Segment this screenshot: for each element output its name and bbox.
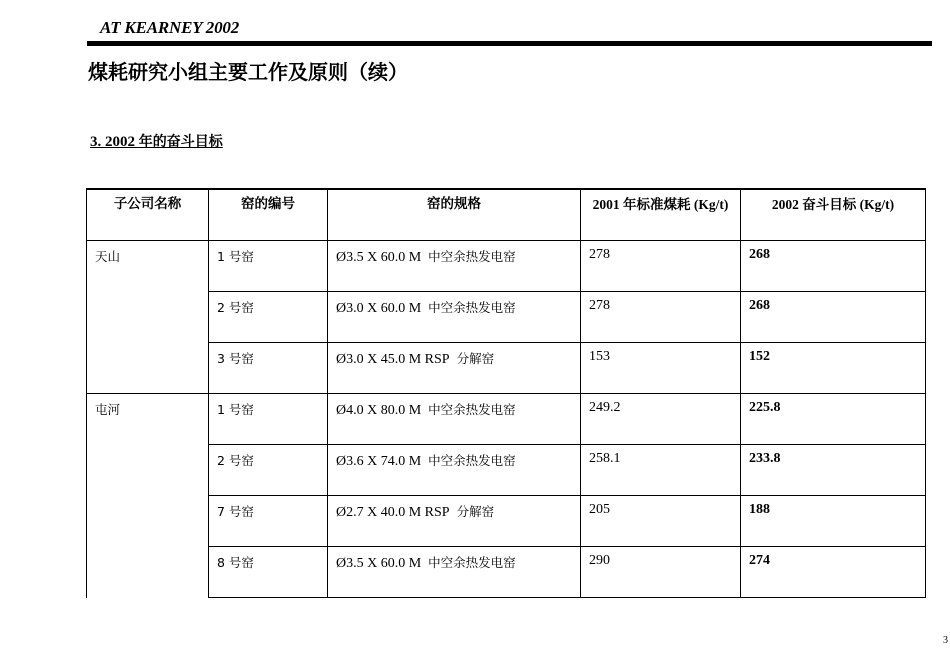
- kiln-spec-type: 中空余热发电窑: [428, 555, 516, 570]
- kiln-number-cell: 2 号窑: [209, 445, 328, 496]
- column-header-spec: 窑的规格: [328, 189, 581, 241]
- table-row: [87, 547, 926, 598]
- kiln-spec-type: 中空余热发电窑: [428, 453, 516, 468]
- kiln-number-cell: 2 号窑: [209, 292, 328, 343]
- kiln-spec-size: Ø3.0 X 45.0 M RSP: [336, 352, 450, 367]
- kiln-spec-cell: [328, 496, 581, 547]
- kiln-spec-cell: [328, 343, 581, 394]
- column-header-company: 子公司名称: [87, 189, 209, 241]
- kiln-spec-size: Ø3.6 X 74.0 M: [336, 454, 422, 469]
- target-2002-cell: 233.8: [741, 445, 926, 496]
- coal-2001-cell: 278: [581, 292, 741, 343]
- kiln-target-table: [86, 188, 926, 598]
- kiln-spec-size: Ø3.5 X 60.0 M: [336, 556, 422, 571]
- kiln-number-cell: 8 号窑: [209, 547, 328, 598]
- table-row: [87, 496, 926, 547]
- kiln-number-cell: 1 号窑: [209, 241, 328, 292]
- table-body: [87, 241, 926, 598]
- column-header-coal-2001: 2001 年标准煤耗 (Kg/t): [581, 189, 741, 241]
- section-heading-text: 年的奋斗目标: [138, 134, 223, 150]
- kiln-spec-cell: [328, 292, 581, 343]
- target-2002-cell: 152: [741, 343, 926, 394]
- column-header-kiln: 窑的编号: [209, 189, 328, 241]
- target-2002-cell: 268: [741, 292, 926, 343]
- section-number: 3. 2002: [90, 134, 135, 150]
- kiln-spec-type: 中空余热发电窑: [428, 249, 516, 264]
- section-heading: [90, 131, 223, 151]
- kiln-spec-cell: [328, 394, 581, 445]
- brand-logo: AT KEARNEY 2002: [100, 18, 240, 37]
- table-row: [87, 292, 926, 343]
- target-2002-cell: 188: [741, 496, 926, 547]
- coal-2001-cell: 290: [581, 547, 741, 598]
- kiln-spec-size: Ø3.5 X 60.0 M: [336, 250, 422, 265]
- coal-2001-cell: 278: [581, 241, 741, 292]
- kiln-number-cell: 7 号窑: [209, 496, 328, 547]
- coal-2001-cell: 205: [581, 496, 741, 547]
- coal-2001-cell: 249.2: [581, 394, 741, 445]
- kiln-number-cell: 3 号窑: [209, 343, 328, 394]
- target-2002-cell: 274: [741, 547, 926, 598]
- kiln-spec-type: 中空余热发电窑: [428, 300, 516, 315]
- company-name-cell: 天山: [87, 241, 209, 394]
- kiln-spec-size: Ø4.0 X 80.0 M: [336, 403, 422, 418]
- target-2002-cell: 225.8: [741, 394, 926, 445]
- kiln-spec-cell: [328, 445, 581, 496]
- kiln-number-cell: 1 号窑: [209, 394, 328, 445]
- table-row: [87, 241, 926, 292]
- coal-2001-cell: 153: [581, 343, 741, 394]
- kiln-spec-cell: [328, 241, 581, 292]
- table-row: [87, 343, 926, 394]
- column-header-target-2002: 2002 奋斗目标 (Kg/t): [741, 189, 926, 241]
- page-number: 3: [943, 635, 948, 646]
- kiln-spec-size: Ø2.7 X 40.0 M RSP: [336, 505, 450, 520]
- header-rule: [87, 41, 932, 46]
- kiln-spec-type: 中空余热发电窑: [428, 402, 516, 417]
- kiln-spec-type: 分解窑: [456, 504, 495, 519]
- coal-2001-cell: 258.1: [581, 445, 741, 496]
- table-header-row: [87, 189, 926, 241]
- page-title: 煤耗研究小组主要工作及原则（续）: [88, 60, 408, 84]
- target-2002-cell: 268: [741, 241, 926, 292]
- table-row: [87, 394, 926, 445]
- kiln-spec-type: 分解窑: [456, 351, 495, 366]
- company-name-cell: 屯河: [87, 394, 209, 598]
- kiln-spec-size: Ø3.0 X 60.0 M: [336, 301, 422, 316]
- table-row: [87, 445, 926, 496]
- kiln-spec-cell: [328, 547, 581, 598]
